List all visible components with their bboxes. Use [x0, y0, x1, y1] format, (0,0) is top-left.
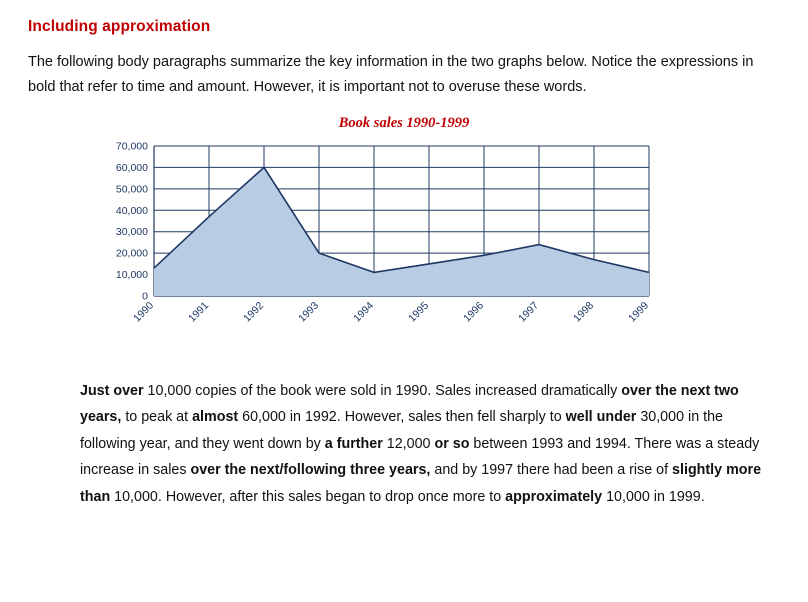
phrase-almost: almost	[192, 409, 243, 426]
svg-text:1999: 1999	[626, 299, 652, 325]
phrase-approximately: approximately	[505, 488, 607, 505]
phrase-just-over: Just over	[80, 382, 148, 399]
page-title: Including approximation	[28, 18, 211, 35]
book-sales-chart	[94, 138, 714, 368]
text-segment-9: 10,000 in 1999.	[606, 488, 705, 505]
svg-text:40,000: 40,000	[115, 204, 148, 217]
body-paragraph	[28, 378, 780, 510]
svg-text:30,000: 30,000	[115, 225, 148, 238]
text-segment-8: 10,000. However, after this sales began to drop once more to	[114, 488, 506, 505]
text-segment-4: 30,000 in the following year, and they went down by	[80, 409, 723, 452]
phrase-well-under: well under	[565, 409, 641, 426]
phrase-over-the-next-three-years: over the next/following three years,	[190, 462, 431, 479]
svg-text:1997: 1997	[516, 299, 542, 325]
svg-text:70,000: 70,000	[115, 140, 148, 153]
svg-text:20,000: 20,000	[115, 247, 148, 260]
text-segment-5: 12,000	[386, 435, 435, 452]
phrase-or-so: or so	[434, 435, 474, 452]
text-segment-1: 10,000 copies of the book were sold in 1990. Sales increased dramatically	[147, 382, 622, 399]
svg-text:10,000: 10,000	[115, 268, 148, 281]
phrase-a-further: a further	[324, 435, 387, 452]
text-segment-2: to peak at	[121, 409, 193, 426]
chart-y-axis-labels	[116, 140, 148, 302]
svg-text:60,000: 60,000	[115, 161, 148, 174]
phrase-slightly-more-than: slightly more than	[80, 462, 762, 505]
svg-text:1991: 1991	[186, 299, 212, 325]
svg-text:1992: 1992	[241, 299, 267, 325]
svg-text:50,000: 50,000	[115, 183, 148, 196]
svg-text:1990: 1990	[131, 299, 157, 325]
phrase-over-the-next-two-years: over the next two years,	[80, 382, 739, 426]
chart-title: Book sales 1990-1999	[338, 114, 470, 131]
text-segment-3: 60,000 in 1992. However, sales then fell sharply to	[242, 409, 566, 426]
svg-text:0: 0	[142, 290, 148, 303]
svg-text:1996: 1996	[461, 299, 487, 325]
svg-text:1993: 1993	[296, 299, 322, 325]
svg-text:1995: 1995	[406, 299, 432, 325]
text-segment-6: between 1993 and 1994. There was a steady increase in sales	[80, 435, 760, 479]
svg-text:1998: 1998	[571, 299, 597, 325]
chart-svg	[94, 138, 714, 368]
intro-paragraph: The following body paragraphs summarize the key information in the two graphs below. Notice the expressions in bold that refer to time and amount. However, it is important not to overuse these words.	[28, 54, 754, 96]
text-segment-7: and by 1997 there had been a rise of	[430, 462, 673, 479]
chart-x-axis-labels	[131, 299, 651, 324]
svg-text:1994: 1994	[351, 299, 377, 325]
